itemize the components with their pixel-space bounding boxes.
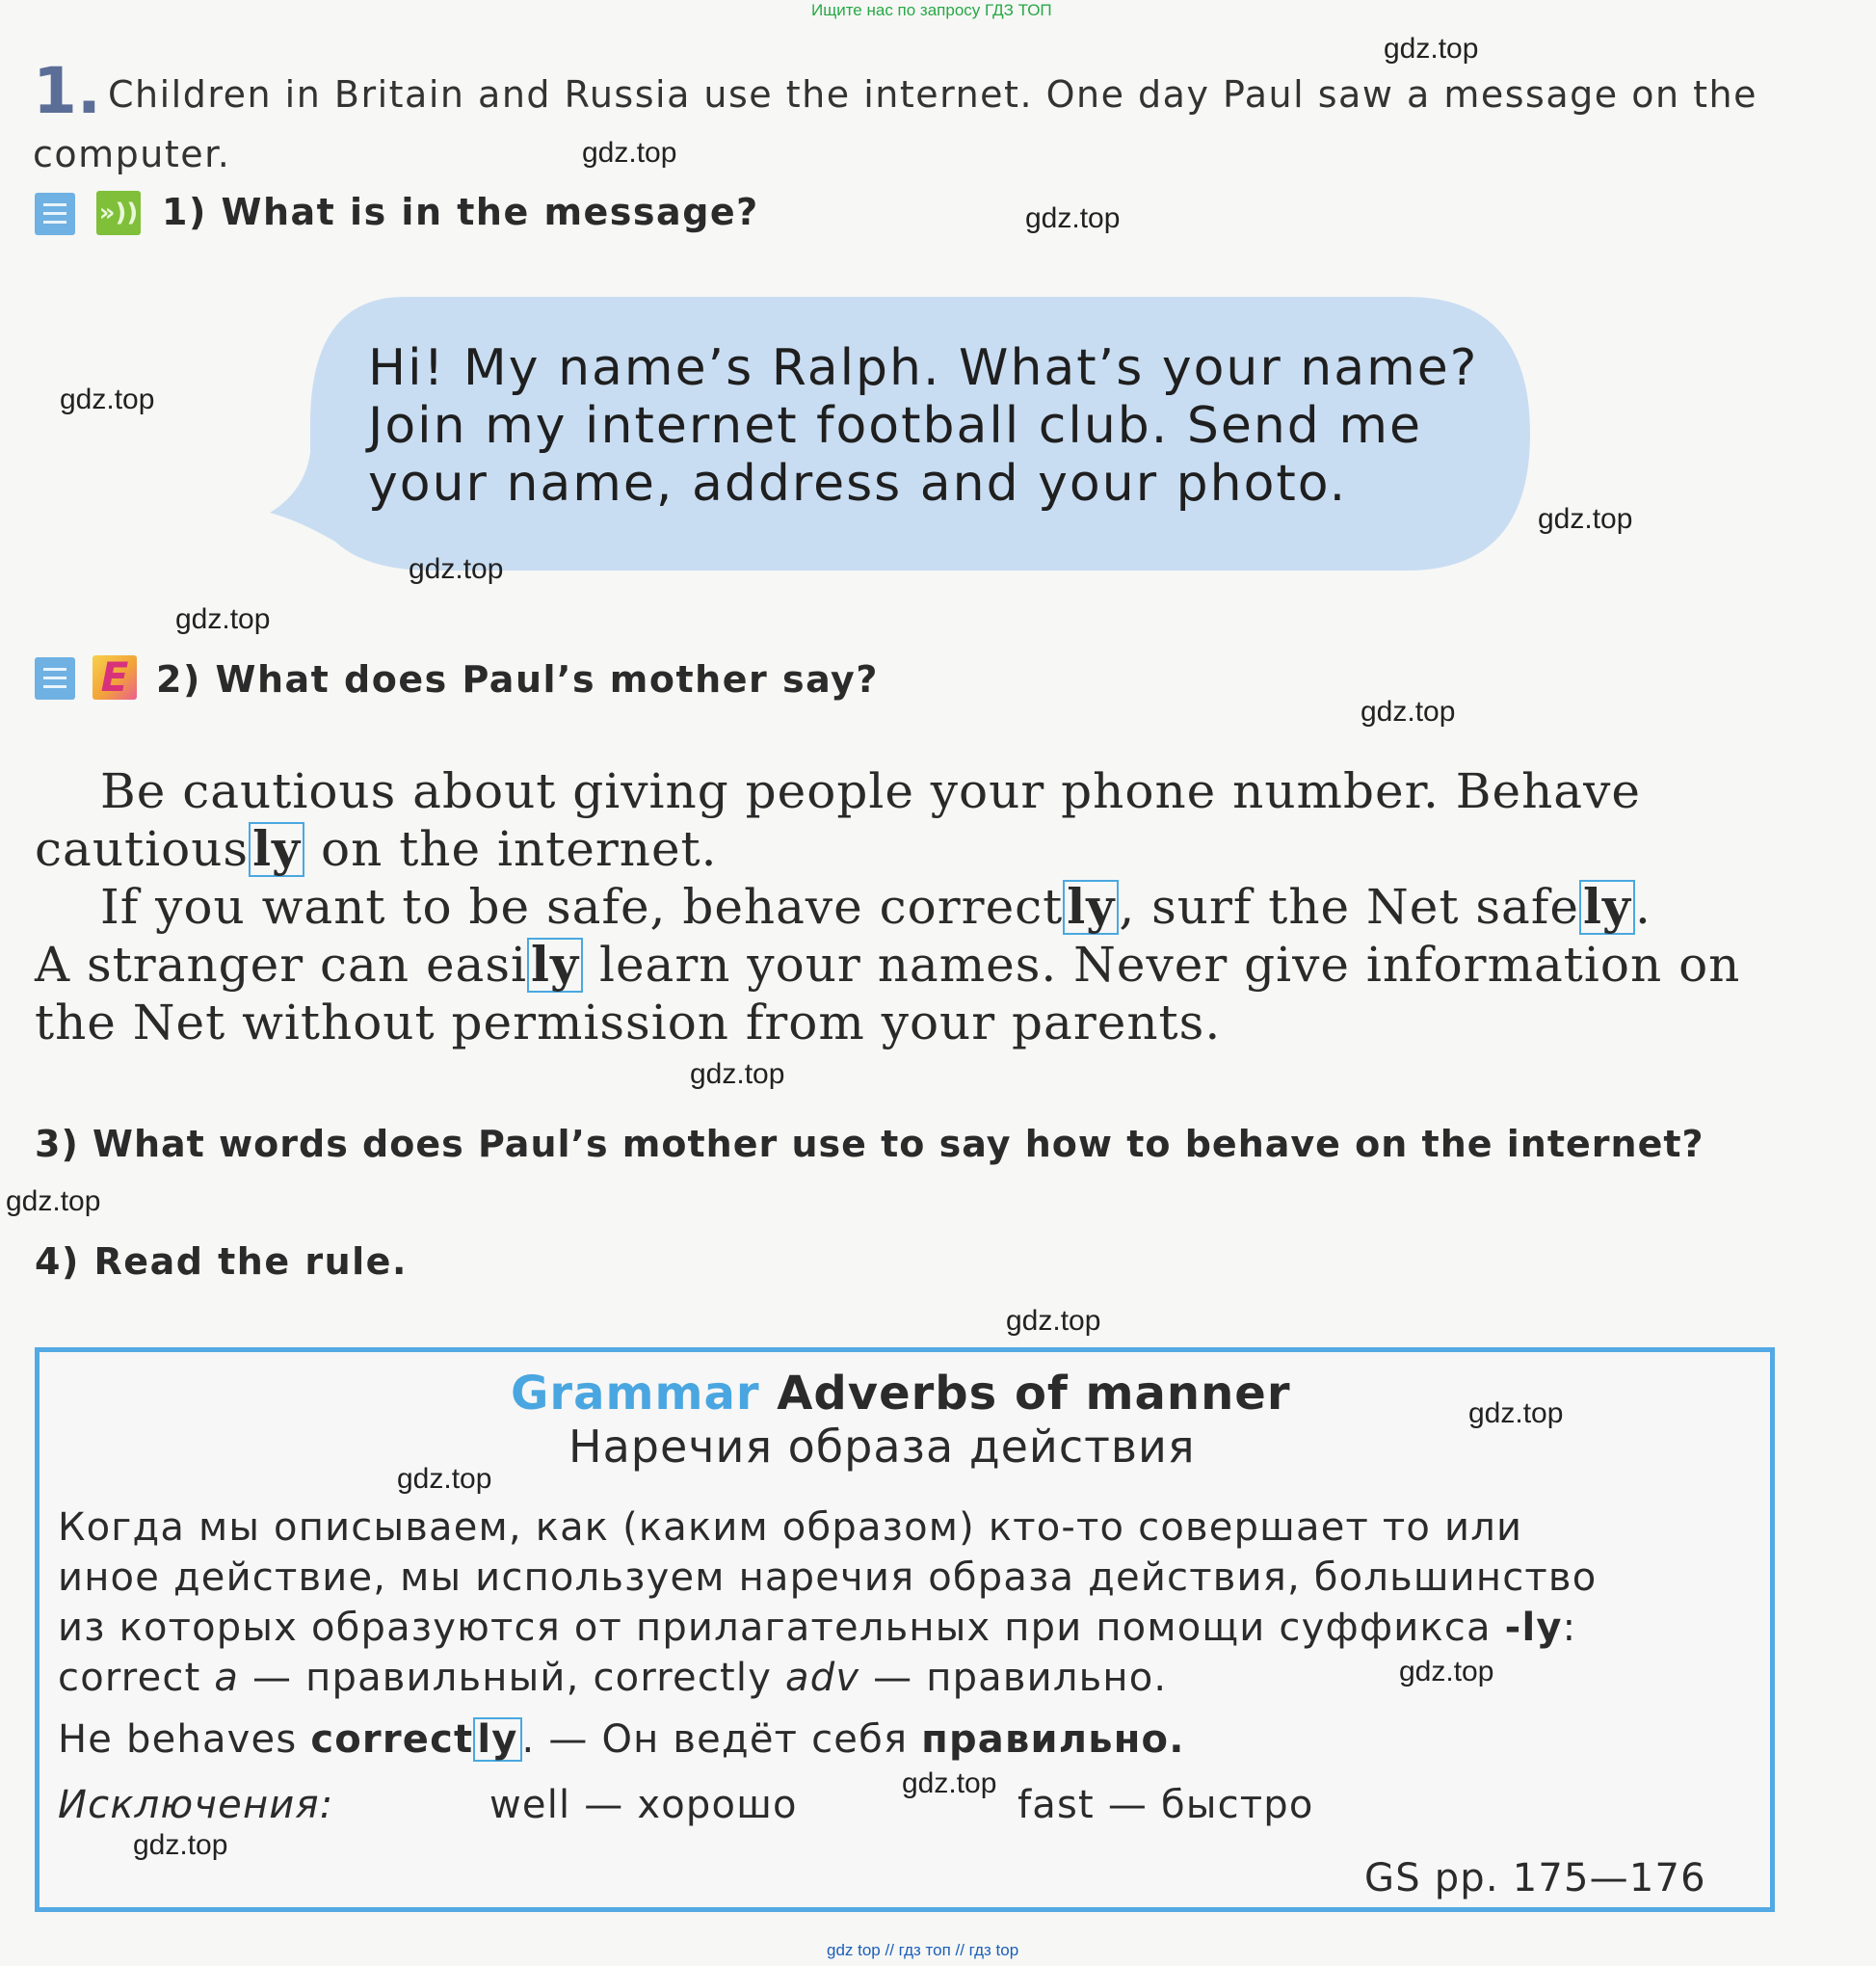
mother-line1: Be cautious about giving people your phone number. Behave: [100, 763, 1641, 819]
grammar-label: Grammar: [511, 1367, 760, 1421]
rule-paragraph-line3: [58, 1606, 1576, 1650]
watermark: gdz.top: [397, 1463, 492, 1495]
message-line3: your name, address and your photo.: [368, 455, 1348, 513]
audio-icon[interactable]: »)): [96, 191, 141, 235]
rule-heading: [511, 1367, 1291, 1421]
mother-line4-a: A stranger can easi: [35, 937, 528, 993]
rule-p4-c: — правильный, correctly: [239, 1656, 786, 1700]
adverb-abbr: adv: [785, 1656, 860, 1700]
rule-p3-c: :: [1562, 1606, 1577, 1650]
question-4: 4) Read the rule.: [35, 1240, 408, 1283]
watermark: gdz.top: [1361, 696, 1456, 728]
exercise-intro-line2: computer.: [33, 133, 231, 175]
watermark: gdz.top: [1468, 1397, 1564, 1429]
watermark: gdz.top: [175, 603, 271, 635]
list-icon: [35, 657, 75, 700]
rule-example: [58, 1717, 1185, 1762]
mother-line2: [35, 821, 718, 877]
rule-example-d: . — Он ведёт себя: [521, 1717, 922, 1762]
watermark: gdz.top: [1384, 33, 1479, 65]
suffix-ly-highlight: ly: [249, 822, 304, 877]
footer-note: gdz top // гдз топ // гдз top: [827, 1941, 1019, 1959]
mother-line3-e: .: [1634, 879, 1651, 935]
watermark: gdz.top: [1538, 503, 1633, 535]
mother-line3-c: , surf the Net safe: [1119, 879, 1579, 935]
suffix-ly-highlight: ly: [473, 1717, 521, 1762]
suffix-ly-highlight: ly: [1579, 880, 1635, 935]
watermark: gdz.top: [1025, 202, 1121, 234]
suffix-ly-highlight: ly: [527, 938, 583, 993]
mother-line3: [100, 879, 1651, 935]
watermark: gdz.top: [60, 384, 155, 415]
exercise-number: 1.: [33, 54, 101, 128]
adjective-abbr: a: [214, 1656, 240, 1700]
rule-p4-a: correct: [58, 1656, 215, 1700]
watermark: gdz.top: [6, 1185, 101, 1217]
grammar-reference: GS pp. 175—176: [1364, 1856, 1706, 1900]
list-icon: [35, 193, 75, 235]
watermark: gdz.top: [133, 1829, 228, 1861]
question-2: 2) What does Paul’s mother say?: [156, 658, 879, 701]
rule-example-translation: правильно.: [921, 1717, 1185, 1762]
rule-paragraph-line1: Когда мы описываем, как (каким образом) кто-то совершает то или: [58, 1505, 1523, 1550]
mother-line4: [35, 937, 1740, 993]
watermark: gdz.top: [690, 1058, 785, 1090]
suffix-ly: -ly: [1504, 1606, 1563, 1650]
rule-paragraph-line4: [58, 1656, 1167, 1700]
message-line1: Hi! My name’s Ralph. What’s your name?: [368, 339, 1479, 397]
english-e-icon: E: [92, 655, 137, 700]
mother-line4-c: learn your names. Never give information on: [583, 937, 1741, 993]
watermark: gdz.top: [1399, 1656, 1494, 1687]
rule-p4-e: — правильно.: [859, 1656, 1168, 1700]
mother-line3-a: If you want to be safe, behave correct: [100, 879, 1064, 935]
mother-line2-a: cautious: [35, 821, 250, 877]
search-hint: Ищите нас по запросу ГДЗ ТОП: [811, 1, 1052, 19]
watermark: gdz.top: [409, 553, 504, 585]
mother-line5: the Net without permission from your parents.: [35, 995, 1222, 1050]
rule-paragraph-line2: иное действие, мы используем наречия образа действия, большинство: [58, 1555, 1598, 1600]
question-1: 1) What is in the message?: [162, 191, 759, 233]
watermark: gdz.top: [1006, 1305, 1101, 1337]
suffix-ly-highlight: ly: [1063, 880, 1119, 935]
message-line2: Join my internet football club. Send me: [368, 397, 1422, 455]
watermark: gdz.top: [902, 1767, 997, 1799]
exception-well: well — хорошо: [489, 1783, 798, 1827]
rule-p3-a: из которых образуются от прилагательных при помощи суффикса: [58, 1606, 1505, 1650]
exceptions-label: Исключения:: [58, 1783, 334, 1827]
rule-example-word: correct: [310, 1717, 474, 1762]
exception-fast: fast — быстро: [1017, 1783, 1314, 1827]
mother-line2-c: on the internet.: [304, 821, 718, 877]
question-3: 3) What words does Paul’s mother use to say how to behave on the internet?: [35, 1123, 1704, 1165]
rule-title: Adverbs of manner: [777, 1367, 1291, 1421]
rule-subtitle: Наречия образа действия: [568, 1421, 1196, 1473]
watermark: gdz.top: [582, 137, 677, 169]
rule-example-a: He behaves: [58, 1717, 311, 1762]
exercise-intro-line1: Children in Britain and Russia use the internet. One day Paul saw a message on the: [108, 73, 1757, 116]
